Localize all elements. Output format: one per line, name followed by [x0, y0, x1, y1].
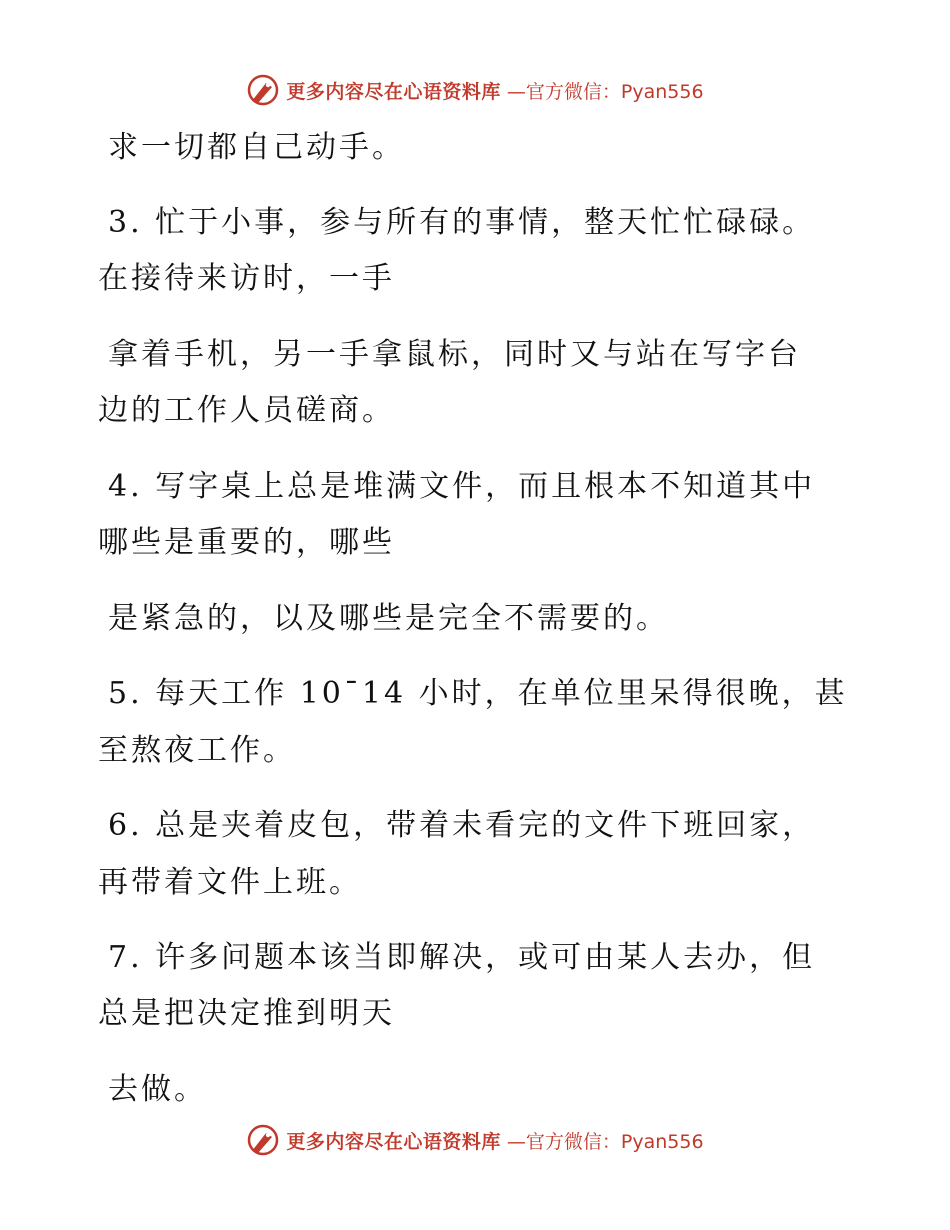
body-line: 在接待来访时，一手	[98, 261, 395, 296]
pen-nib-logo-icon	[246, 1123, 280, 1157]
body-line: 是紧急的，以及哪些是完全不需要的。	[108, 601, 669, 636]
footer-banner-text: 更多内容尽在心语资料库	[286, 1130, 501, 1153]
body-line: 边的工作人员磋商。	[98, 393, 395, 428]
header-banner-text: 更多内容尽在心语资料库	[286, 80, 501, 103]
body-line: 至熬夜工作。	[98, 733, 296, 768]
body-line: 求一切都自己动手。	[108, 130, 405, 165]
body-line: 去做。	[108, 1072, 207, 1107]
body-line: 4. 写字桌上总是堆满文件，而且根本不知道其中	[108, 469, 816, 504]
body-line: 5. 每天工作 10¯14 小时，在单位里呆得很晚，甚	[108, 676, 848, 711]
body-line: 6. 总是夹着皮包，带着未看完的文件下班回家，	[108, 808, 816, 843]
body-line: 总是把决定推到明天	[98, 996, 395, 1031]
body-line: 再带着文件上班。	[98, 865, 362, 900]
footer-banner-wechat: —官方微信：Pyan556	[506, 1130, 704, 1153]
footer-banner	[0, 1120, 950, 1160]
body-line: 哪些是重要的，哪些	[98, 525, 395, 560]
body-line: 拿着手机，另一手拿鼠标，同时又与站在写字台	[108, 337, 801, 372]
body-line: 3. 忙于小事，参与所有的事情，整天忙忙碌碌。	[108, 205, 816, 240]
header-banner-wechat: —官方微信：Pyan556	[506, 80, 704, 103]
body-line: 7. 许多问题本该当即解决，或可由某人去办，但	[108, 940, 816, 975]
